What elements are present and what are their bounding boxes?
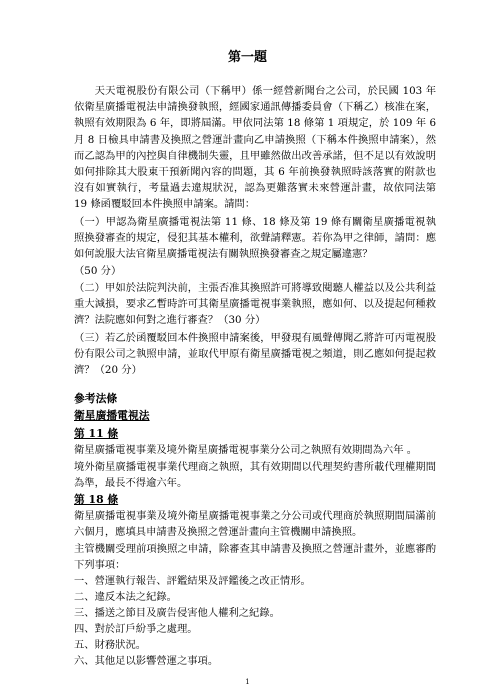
article-11-title: 第 11 條	[74, 427, 119, 440]
article-18-paragraph-1: 衛星廣播電視事業及境外衛星廣播電視事業之分公司或代理商於執照期間屆滿前六個月，應填具申請書及換照之營運計畫向主管機關申請換照。	[74, 510, 436, 539]
article-18-title: 第 18 條	[74, 493, 119, 506]
article-18-item: 一、營運執行報告、評鑑結果及評鑑後之改正情形。	[74, 575, 311, 587]
page-number: 1	[245, 678, 250, 686]
article-11-paragraph-1: 衛星廣播電視事業及境外衛星廣播電視事業分公司之執照有效期間為六年 。	[74, 444, 418, 456]
article-18-item: 四、對於訂戶紛爭之處理。	[74, 623, 198, 635]
article-18-item: 三、播送之節目及廣告侵害他人權利之紀錄。	[74, 607, 280, 619]
question-1-score: （50 分）	[74, 265, 122, 277]
article-18-item: 五、財務狀況。	[74, 639, 147, 651]
question-2: （二）甲如於法院判決前，主張否准其換照許可將導致閱聽人權益以及公共利益重大減損，要求乙暫時許可其衛星廣播電視事業執照，應如何、以及提起何種救濟？法院應如何對之進行審查？（30 分）	[74, 282, 436, 327]
article-18-paragraph-2: 主管機關受理前項換照之申請，除審查其申請書及換照之營運計畫外，並應審酌下列事項：	[74, 543, 436, 572]
article-18-item: 六、其他足以影響營運之事項。	[74, 655, 219, 667]
article-18-item: 二、違反本法之紀錄。	[74, 591, 177, 603]
reference-heading: 參考法條	[74, 392, 118, 405]
question-3: （三）若乙於函覆駁回本件換照申請案後，甲發現有風聲傳聞乙將許可丙電視股份有限公司之執照申請，並取代甲原有衛星廣播電視之頻道，則乙應如何提起救濟？（20 分）	[74, 332, 436, 377]
article-11-paragraph-2: 境外衛星廣播電視事業代理商之執照，其有效期間以代理契約書所載代理權期間為準，最長不得逾六年。	[74, 461, 436, 490]
question-1: （一）甲認為衛星廣播電視法第 11 條、18 條及第 19 條有關衛星廣播電視執照換發審查的規定，侵犯其基本權利，欲聲請釋憲。若你為甲之律師，請問：應如何說服大法官衛星廣播電視法有關執照換發審查之規定屬違憲？	[74, 216, 436, 261]
case-description: 天天電視股份有限公司（下稱甲）係一經營新聞台之公司，於民國 103 年依衛星廣播電視法申請換發執照，經國家通訊傳播委員會（下稱乙）核准在案，執照有效期限為 6 年，即將屆滿。甲依同法第 18 條第 1 項規定，於 109 年 6 月 8 日檢具申請書及換照之營運計畫向乙申請換照（下稱本件換照申請案），然而乙認為甲的內控與自律機制失靈，且甲雖然做出改善承諾，但不足以有效說明如何排除其大股東干預新聞內容的問題，其 6 年前換發執照時該落實的附款也沒有如實執行，考量過去違規狀況，認為更難落實未來營運計畫，故依同法第 19 條函覆駁回本件換照申請案。請問：	[74, 85, 436, 211]
reference-law-name: 衛星廣播電視法	[74, 409, 150, 422]
exam-title: 第一題	[227, 50, 267, 65]
